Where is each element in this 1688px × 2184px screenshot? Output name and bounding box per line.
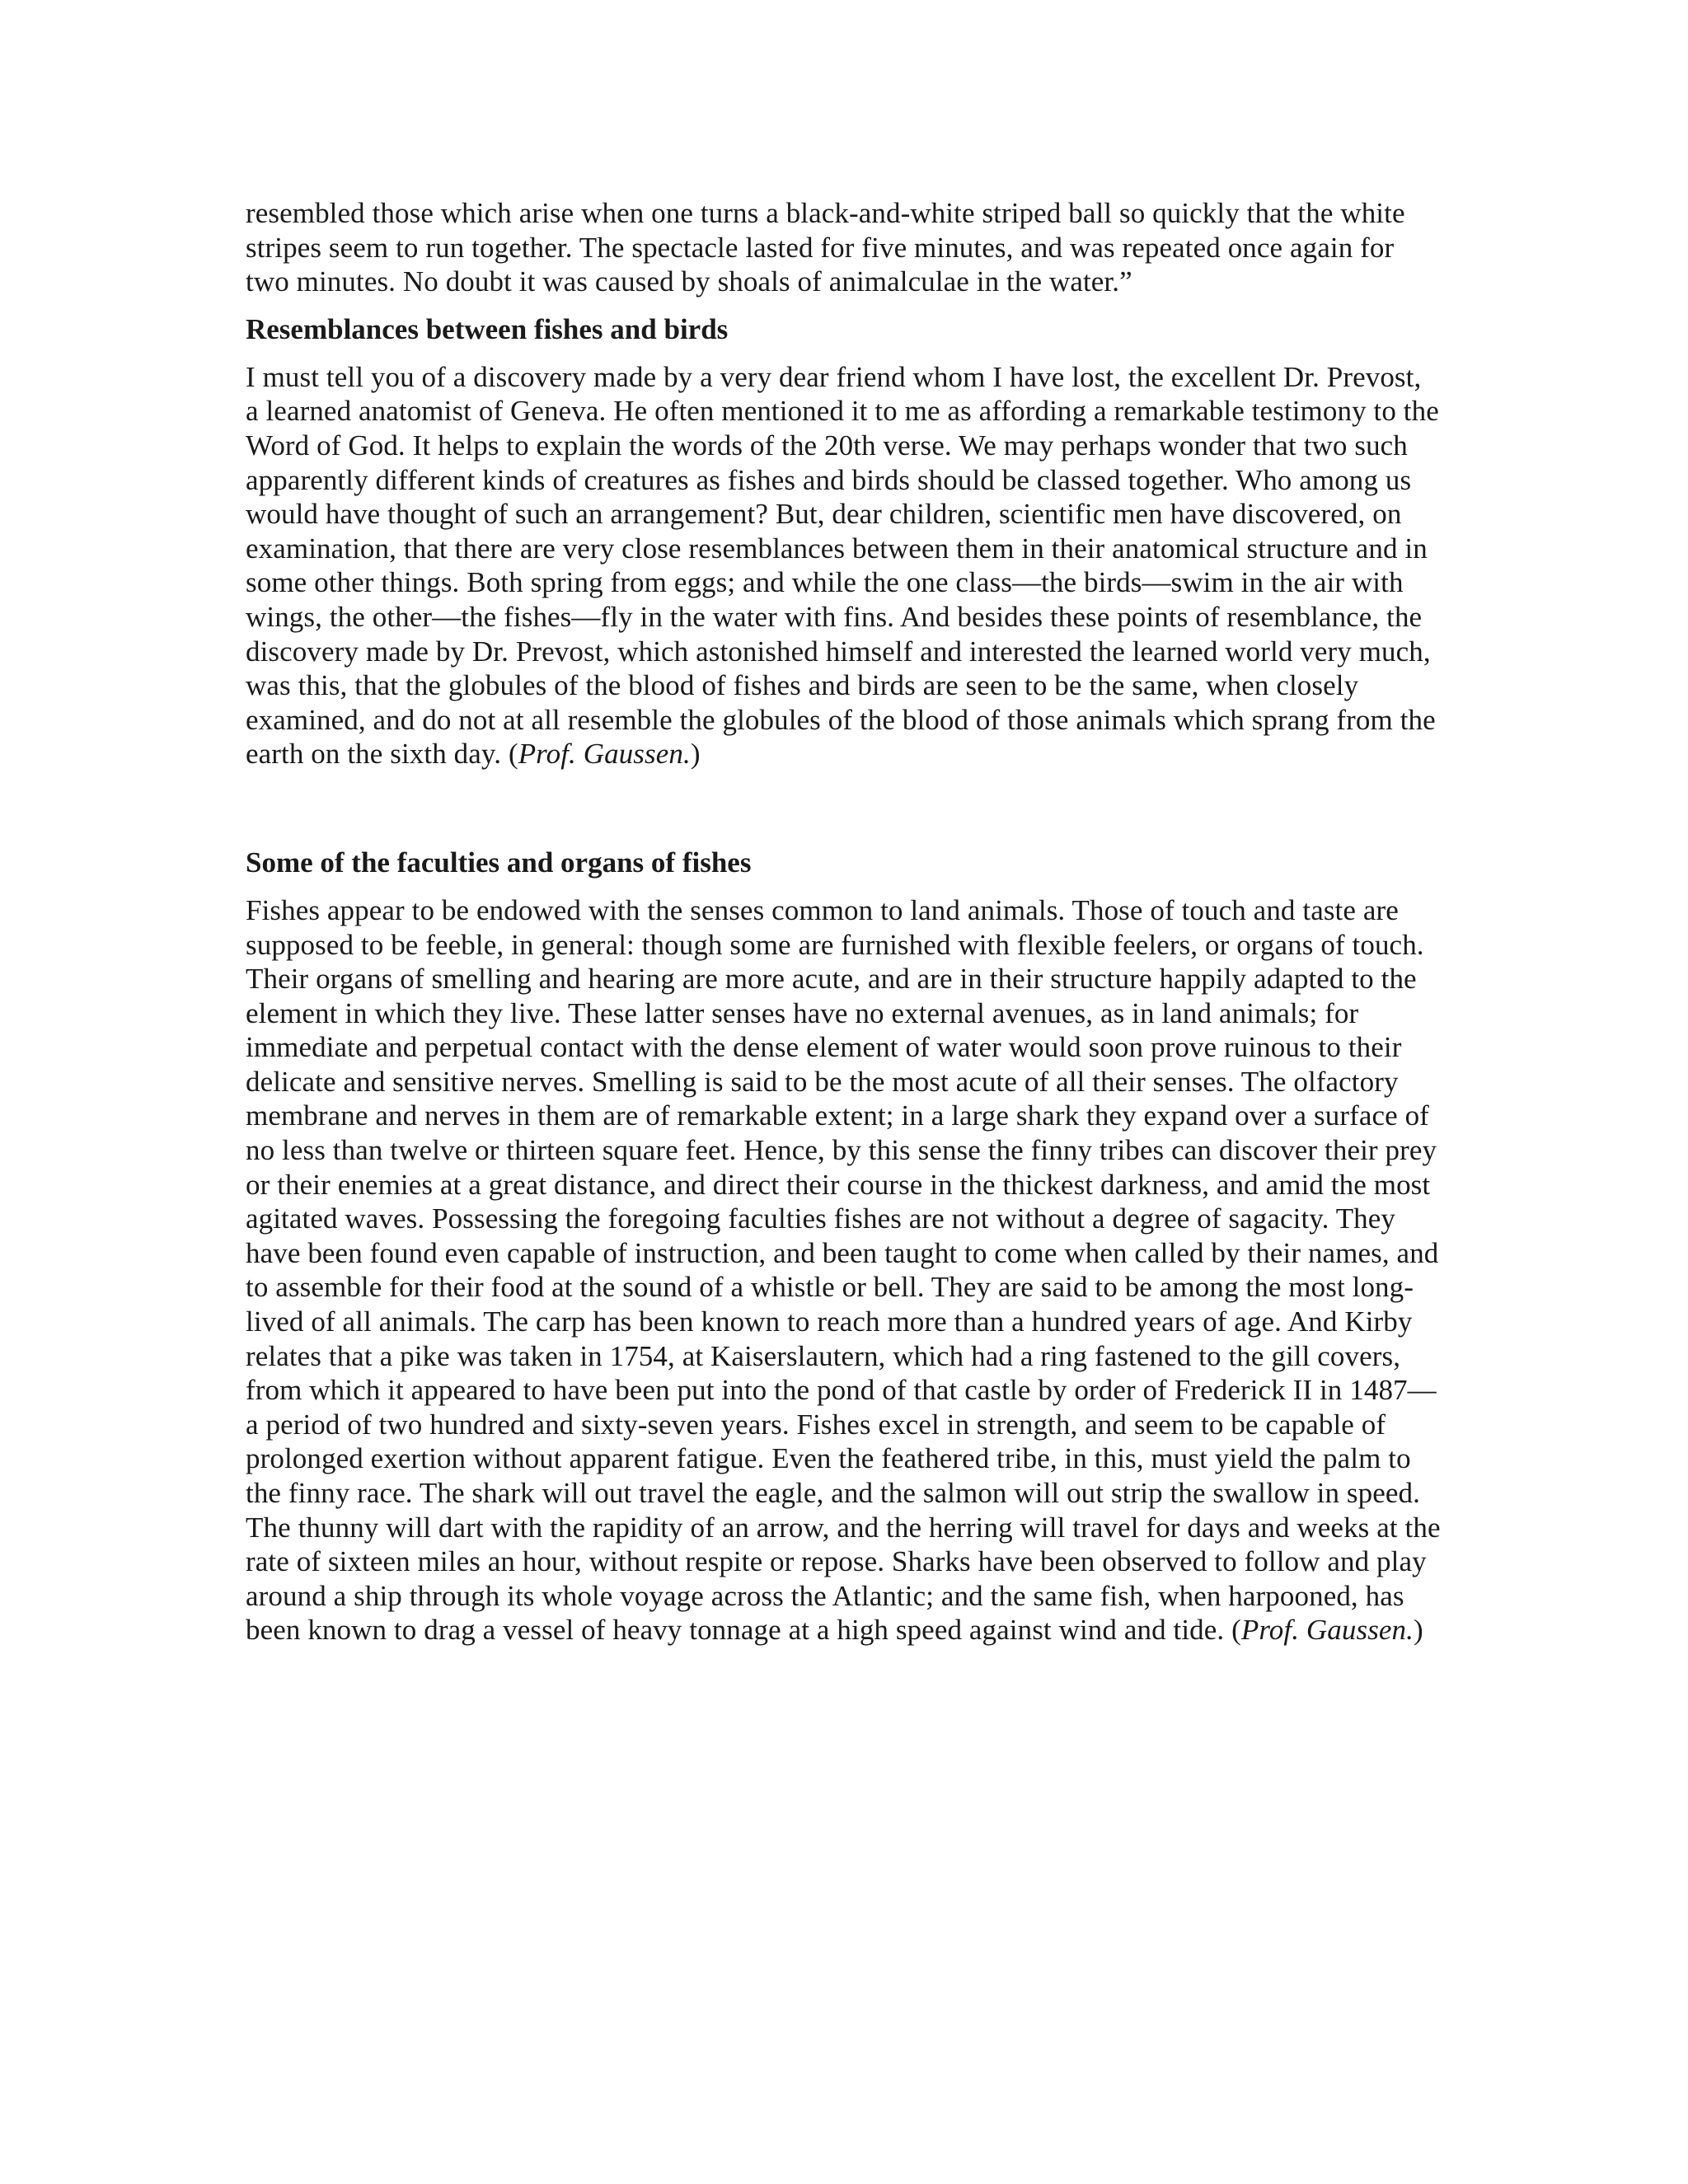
- citation: Prof. Gaussen.: [518, 738, 691, 771]
- paragraph-faculties: Fishes appear to be endowed with the senses common to land animals. Those of touch and taste are supposed to be feeble, in general: though some are furnished with flexible feelers, or organs of touch. Their organs of smelling and hearing are more acute, and are in their structure happily adapted to the element in which they live. These latter senses have no external avenues, as in land animals; for immediate and perpetual contact with the dense element of water would soon prove ruinous to their delicate and sensitive nerves. Smelling is said to be the most acute of all their senses. The olfactory membrane and nerves in them are of remarkable extent; in a large shark they expand over a surface of no less than twelve or thirteen square feet. Hence, by this sense the finny tribes can discover their prey or their enemies at a great distance, and direct their course in the thickest darkness, and amid the most agitated waves. Possessing the foregoing faculties fishes are not without a degree of sagacity. They have been found even capable of instruction, and been taught to come when called by their names, and to assemble for their food at the sound of a whistle or bell. They are said to be among the most long-lived of all animals. The carp has been known to reach more than a hundred years of age. And Kirby relates that a pike was taken in 1754, at Kaiserslautern, which had a ring fastened to the gill covers, from which it appeared to have been put into the pond of that castle by order of Frederick II in 1487—a period of two hundred and sixty-seven years. Fishes excel in strength, and seem to be capable of prolonged exertion without apparent fatigue. Even the feathered tribe, in this, must yield the palm to the finny race. The shark will out travel the eagle, and the salmon will out strip the swallow in speed. The thunny will dart with the rapidity of an arrow, and the herring will travel for days and weeks at the rate of sixteen miles an hour, without respite or repose. Sharks have been observed to follow and play around a ship through its whole voyage across the Atlantic; and the same fish, when harpooned, has been known to drag a vessel of heavy tonnage at a high speed against wind and tide. (Prof. Gaussen.): [246, 893, 1441, 1647]
- citation: Prof. Gaussen.: [1240, 1614, 1414, 1647]
- paragraph-resemblances: I must tell you of a discovery made by a very dear friend whom I have lost, the excellent Dr. Prevost, a learned anatomist of Geneva. He often mentioned it to me as affording a remarkable testimony to the Word of God. It helps to explain the words of the 20th verse. We may perhaps wonder that two such apparently different kinds of creatures as fishes and birds should be classed together. Who among us would have thought of such an arrangement? But, dear children, scientific men have discovered, on examination, that there are very close resemblances between them in their anatomical structure and in some other things. Both spring from eggs; and while the one class—the birds—swim in the air with wings, the other—the fishes—fly in the water with fins. And besides these points of resemblance, the discovery made by Dr. Prevost, which astonished himself and interested the learned world very much, was this, that the globules of the blood of fishes and birds are seen to be the same, when closely examined, and do not at all resemble the globules of the blood of those animals which sprang from the earth on the sixth day. (Prof. Gaussen.): [246, 360, 1439, 771]
- paragraph-resemblances-text: I must tell you of a discovery made by a very dear friend whom I have lost, the excellent Dr. Prevost, a learned anatomist of Geneva. He often mentioned it to me as affording a remarkable testimony to the Word of God. It helps to explain the words of the 20th verse. We may perhaps wonder that two such apparently different kinds of creatures as fishes and birds should be classed together. Who among us would have thought of such an arrangement? But, dear children, scientific men have discovered, on examination, that there are very close resemblances between them in their anatomical structure and in some other things. Both spring from eggs; and while the one class—the birds—swim in the air with wings, the other—the fishes—fly in the water with fins. And besides these points of resemblance, the discovery made by Dr. Prevost, which astonished himself and interested the learned world very much, was this, that the globules of the blood of fishes and birds are seen to be the same, when closely examined, and do not at all resemble the globules of the blood of those animals which sprang from the earth on the sixth day.: [246, 360, 1439, 771]
- section-heading-faculties: Some of the faculties and organs of fishes: [246, 846, 752, 879]
- paragraph-intro: resembled those which arise when one turns a black-and-white striped ball so quickly that the white stripes seem to run together. The spectacle lasted for five minutes, and was repeated once again for two minutes. No doubt it was caused by shoals of animalculae in the water.”: [246, 197, 1405, 298]
- section-heading-resemblances: Resemblances between fishes and birds: [246, 312, 729, 345]
- document-page: [246, 196, 1441, 1647]
- paragraph-faculties-text: Fishes appear to be endowed with the senses common to land animals. Those of touch and taste are supposed to be feeble, in general: though some are furnished with flexible feelers, or organs of touch. Their organs of smelling and hearing are more acute, and are in their structure happily adapted to the element in which they live. These latter senses have no external avenues, as in land animals; for immediate and perpetual contact with the dense element of water would soon prove ruinous to their delicate and sensitive nerves. Smelling is said to be the most acute of all their senses. The olfactory membrane and nerves in them are of remarkable extent; in a large shark they expand over a surface of no less than twelve or thirteen square feet. Hence, by this sense the finny tribes can discover their prey or their enemies at a great distance, and direct their course in the thickest darkness, and amid the most agitated waves. Possessing the foregoing faculties fishes are not without a degree of sagacity. They have been found even capable of instruction, and been taught to come when called by their names, and to assemble for their food at the sound of a whistle or bell. They are said to be among the most long-lived of all animals. The carp has been known to reach more than a hundred years of age. And Kirby relates that a pike was taken in 1754, at Kaiserslautern, which had a ring fastened to the gill covers, from which it appeared to have been put into the pond of that castle by order of Frederick II in 1487—a period of two hundred and sixty-seven years. Fishes excel in strength, and seem to be capable of prolonged exertion without apparent fatigue. Even the feathered tribe, in this, must yield the palm to the finny race. The shark will out travel the eagle, and the salmon will out strip the swallow in speed. The thunny will dart with the rapidity of an arrow, and the herring will travel for days and weeks at the rate of sixteen miles an hour, without respite or repose. Sharks have been observed to follow and play around a ship through its whole voyage across the Atlantic; and the same fish, when harpooned, has been known to drag a vessel of heavy tonnage at a high speed against wind and tide.: [246, 893, 1441, 1647]
